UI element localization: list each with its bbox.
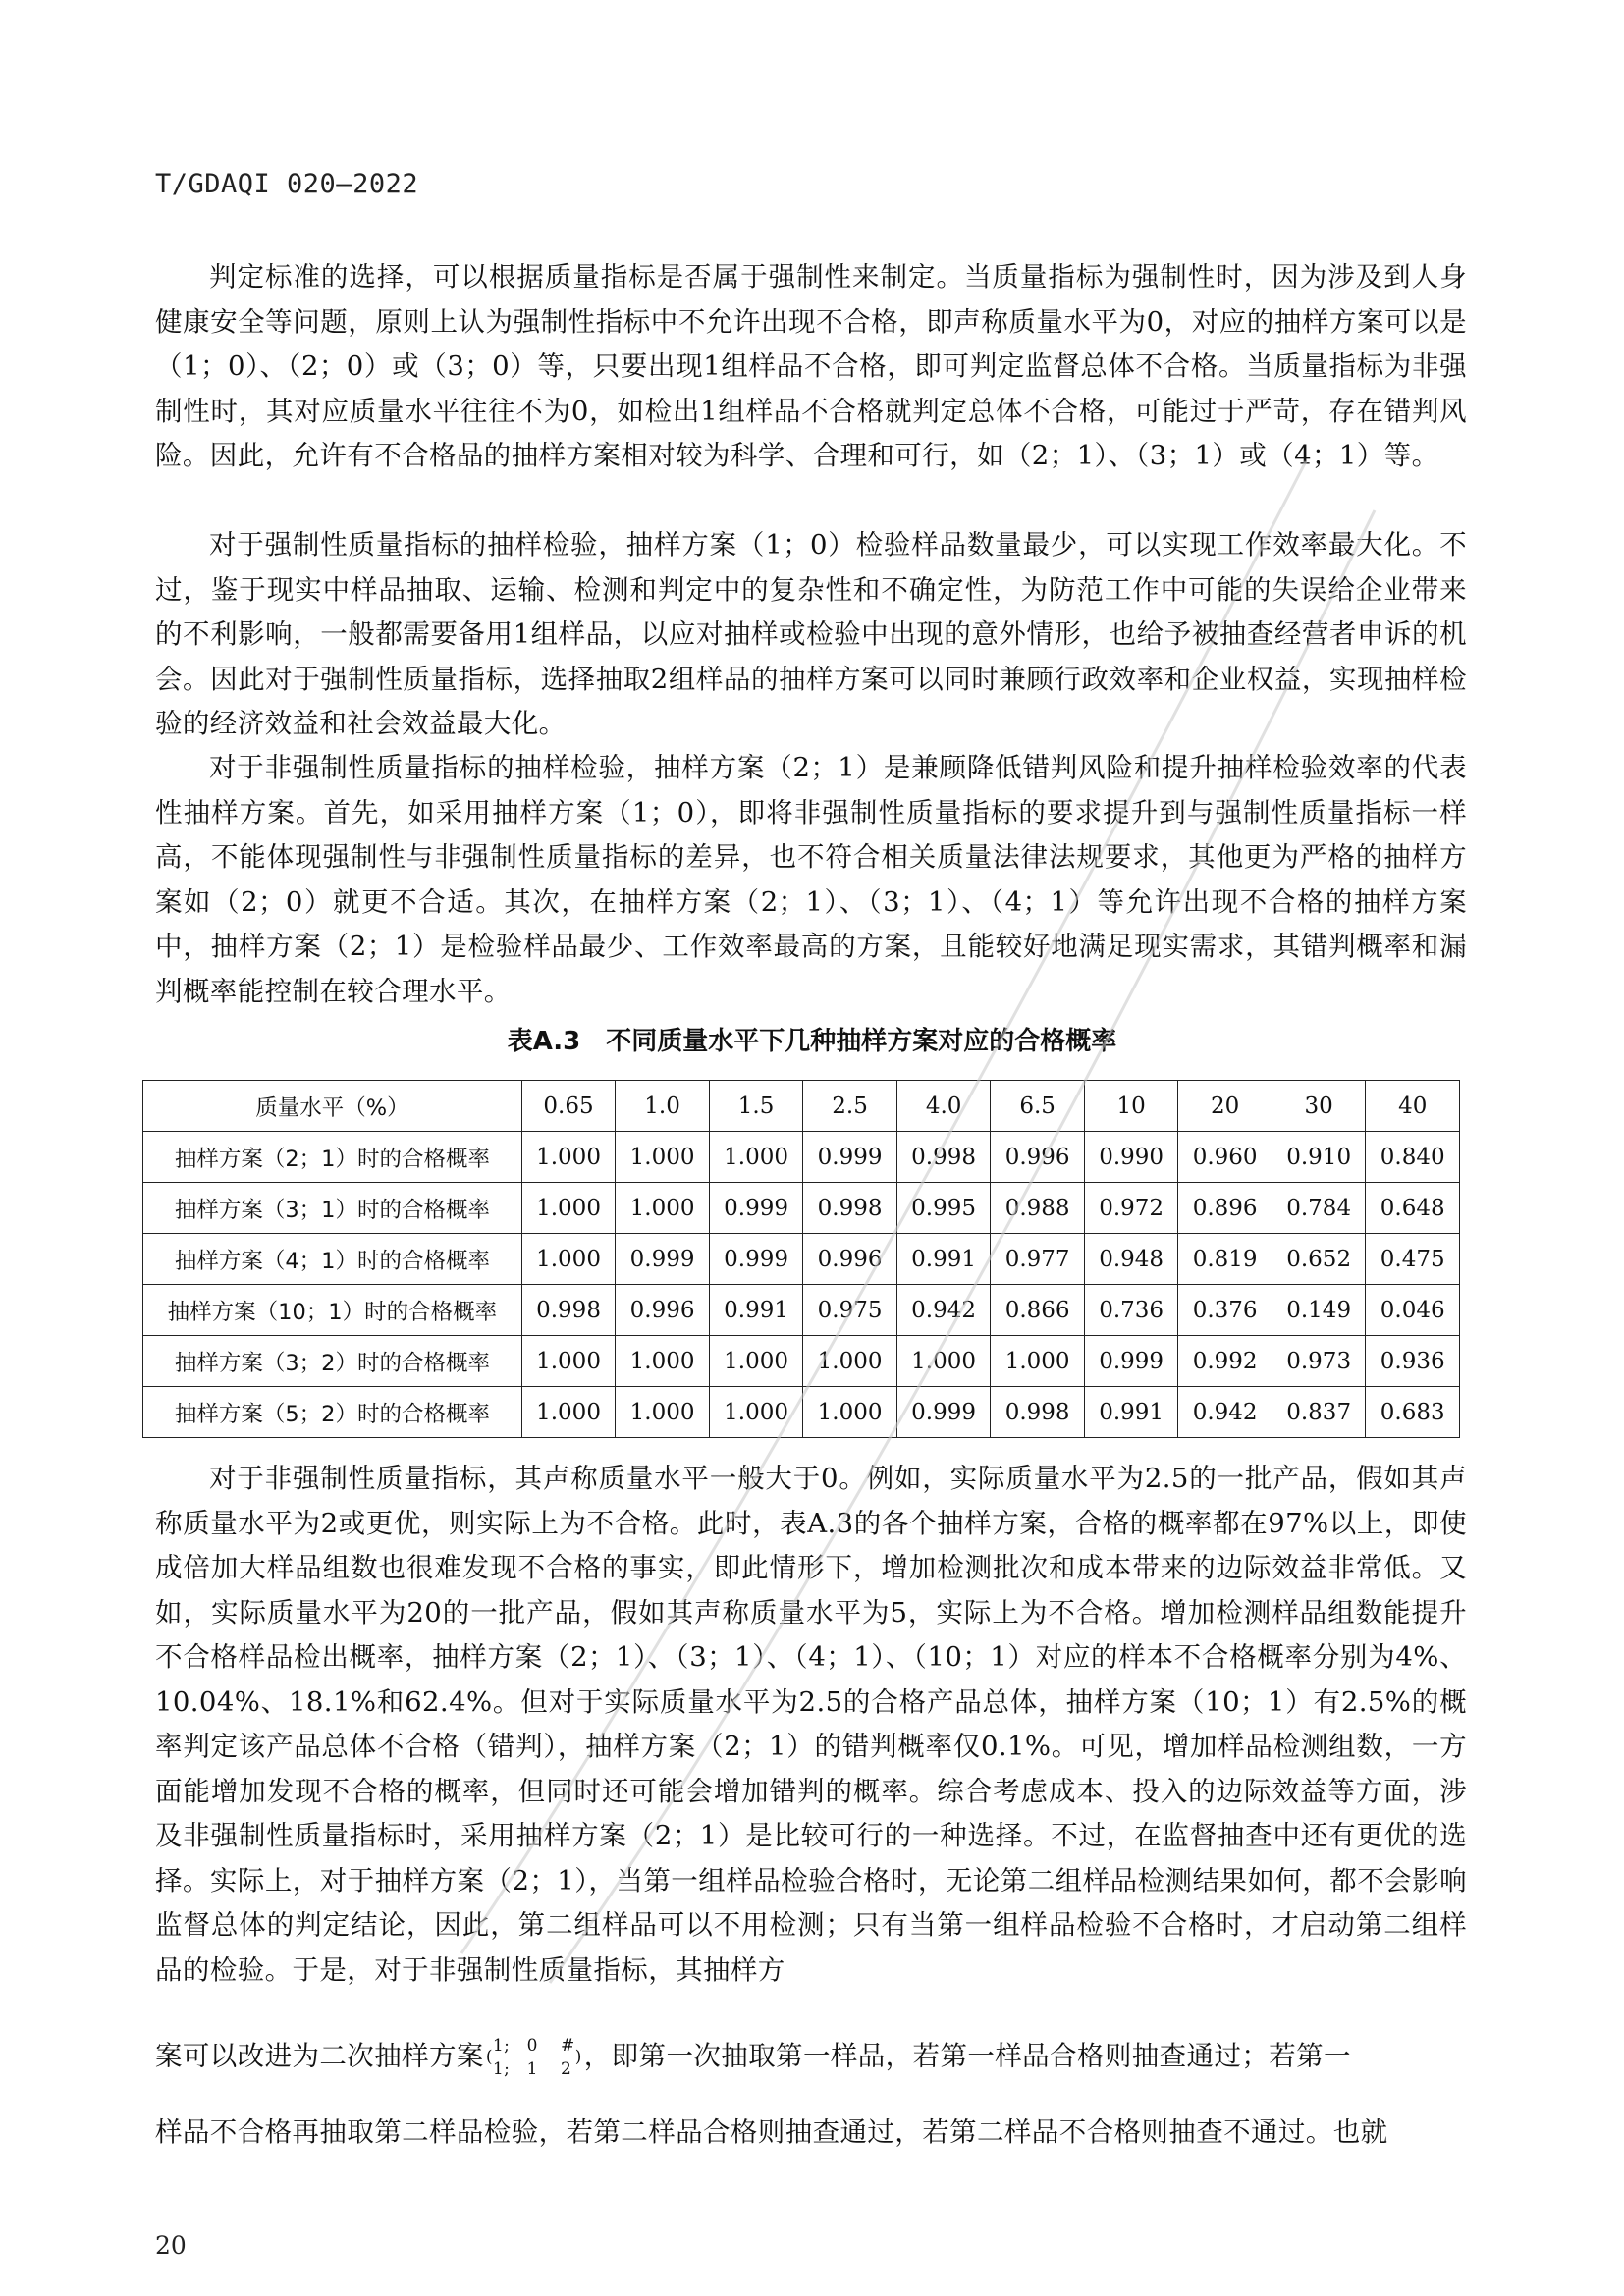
sampling-scheme-formula: ( 1; 0 # 1; 1 2 ) [485, 2036, 582, 2079]
quality-level-header: 40 [1366, 1081, 1460, 1132]
quality-level-header: 20 [1178, 1081, 1272, 1132]
probability-cell: 0.977 [991, 1234, 1085, 1285]
probability-cell: 0.840 [1366, 1132, 1460, 1183]
probability-cell: 0.998 [521, 1285, 616, 1336]
probability-cell: 0.910 [1272, 1132, 1366, 1183]
probability-cell: 0.819 [1178, 1234, 1272, 1285]
probability-cell: 0.998 [803, 1183, 897, 1234]
probability-cell: 0.999 [709, 1183, 803, 1234]
probability-cell: 1.000 [521, 1387, 616, 1438]
probability-cell: 0.991 [709, 1285, 803, 1336]
probability-cell: 0.376 [1178, 1285, 1272, 1336]
probability-cell: 0.992 [1178, 1336, 1272, 1387]
table-row [143, 1336, 1460, 1387]
probability-cell: 0.999 [803, 1132, 897, 1183]
formula-text-before: 案可以改进为二次抽样方案 [155, 2040, 484, 2072]
probability-cell: 0.998 [896, 1132, 991, 1183]
probability-cell: 0.996 [991, 1132, 1085, 1183]
probability-cell: 1.000 [803, 1387, 897, 1438]
paragraph-mandatory-indicators [155, 523, 1467, 747]
probability-cell: 0.736 [1084, 1285, 1178, 1336]
probability-cell: 0.784 [1272, 1183, 1366, 1234]
probability-cell: 1.000 [521, 1234, 616, 1285]
probability-cell: 0.972 [1084, 1183, 1178, 1234]
probability-cell: 0.975 [803, 1285, 897, 1336]
quality-level-header: 1.0 [616, 1081, 710, 1132]
probability-cell: 0.866 [991, 1285, 1085, 1336]
probability-cell: 0.991 [1084, 1387, 1178, 1438]
probability-cell: 0.948 [1084, 1234, 1178, 1285]
probability-cell: 0.998 [991, 1387, 1085, 1438]
acceptance-probability-table [142, 1080, 1460, 1438]
probability-cell: 0.995 [896, 1183, 991, 1234]
sampling-scheme-label: 抽样方案（4；1）时的合格概率 [143, 1234, 522, 1285]
table-row [143, 1183, 1460, 1234]
probability-cell: 1.000 [521, 1183, 616, 1234]
probability-cell: 0.896 [1178, 1183, 1272, 1234]
table-title: 表A.3 不同质量水平下几种抽样方案对应的合格概率 [507, 1027, 1117, 1056]
probability-cell: 0.996 [803, 1234, 897, 1285]
probability-cell: 1.000 [521, 1132, 616, 1183]
probability-cell: 1.000 [616, 1387, 710, 1438]
probability-cell: 0.652 [1272, 1234, 1366, 1285]
probability-cell: 0.475 [1366, 1234, 1460, 1285]
probability-cell: 0.046 [1366, 1285, 1460, 1336]
paragraph-text: 样品不合格再抽取第二样品检验，若第二样品合格则抽查通过，若第二样品不合格则抽查不通过。也就 [155, 2116, 1388, 2148]
probability-cell: 0.942 [1178, 1387, 1272, 1438]
probability-cell: 0.999 [896, 1387, 991, 1438]
probability-cell: 1.000 [991, 1336, 1085, 1387]
probability-cell: 1.000 [616, 1132, 710, 1183]
paragraph-text: 判定标准的选择，可以根据质量指标是否属于强制性来制定。当质量指标为强制性时，因为涉及到人身健康安全等问题，原则上认为强制性指标中不允许出现不合格，即声称质量水平为0，对应的抽样方案可以是（1；0）、（2；0）或（3；0）等，只要出现1组样品不合格，即可判定监督总体不合格。当质量指标为非强制性时，其对应质量水平往往不为0，如检出1组样品不合格就判定总体不合格，可能过于严苛，存在错判风险。因此，允许有不合格品的抽样方案相对较为科学、合理和可行，如（2；1）、（3；1）或（4；1）等。 [155, 261, 1467, 471]
quality-level-header: 4.0 [896, 1081, 991, 1132]
quality-level-header: 2.5 [803, 1081, 897, 1132]
paragraph-judgment-criteria [155, 255, 1467, 479]
table-row [143, 1285, 1460, 1336]
probability-cell: 0.996 [616, 1285, 710, 1336]
paragraph-continuation [155, 2110, 1467, 2156]
probability-cell: 1.000 [521, 1336, 616, 1387]
paragraph-text: 对于非强制性质量指标，其声称质量水平一般大于0。例如，实际质量水平为2.5的一批产品，假如其声称质量水平为2或更优，则实际上为不合格。此时，表A.3的各个抽样方案，合格的概率都在97%以上，即使成倍加大样品组数也很难发现不合格的事实，即此情形下，增加检测批次和成本带来的边际效益非常低。又如，实际质量水平为20的一批产品，假如其声称质量水平为5，实际上为不合格。增加检测样品组数能提升不合格样品检出概率，抽样方案（2；1）、（3；1）、（4；1）、（10；1）对应的样本不合格概率分别为4%、10.04%、18.1%和62.4%。但对于实际质量水平为2.5的合格产品总体，抽样方案（10；1）有2.5%的概率判定该产品总体不合格（错判），抽样方案（2；1）的错判概率仅0.1%。可见，增加样品检测组数，一方面能增加发现不合格的概率，但同时还可能会增加错判的概率。综合考虑成本、投入的边际效益等方面，涉及非强制性质量指标时，采用抽样方案（2；1）是比较可行的一种选择。不过，在监督抽查中还有更优的选择。实际上，对于抽样方案（2；1），当第一组样品检验合格时，无论第二组样品检测结果如何，都不会影响监督总体的判定结论，因此，第二组样品可以不用检测；只有当第一组样品检验不合格时，才启动第二组样品的检验。于是，对于非强制性质量指标，其抽样方 [155, 1463, 1467, 1986]
sampling-scheme-label: 抽样方案（2；1）时的合格概率 [143, 1132, 522, 1183]
table-row [143, 1234, 1460, 1285]
paragraph-analysis [155, 1457, 1467, 1993]
paragraph-non-mandatory-indicators [155, 746, 1467, 1014]
formula-text-after: ，即第一次抽取第一样品，若第一样品合格则抽查通过；若第一 [583, 2040, 1351, 2072]
formula-line [155, 2034, 1467, 2081]
probability-cell: 1.000 [616, 1183, 710, 1234]
paragraph-text: 对于强制性质量指标的抽样检验，抽样方案（1；0）检验样品数量最少，可以实现工作效率最大化。不过，鉴于现实中样品抽取、运输、检测和判定中的复杂性和不确定性，为防范工作中可能的失误给企业带来的不利影响，一般都需要备用1组样品，以应对抽样或检验中出现的意外情形，也给予被抽查经营者申诉的机会。因此对于强制性质量指标，选择抽取2组样品的抽样方案可以同时兼顾行政效率和企业权益，实现抽样检验的经济效益和社会效益最大化。 [155, 529, 1467, 739]
probability-cell: 0.973 [1272, 1336, 1366, 1387]
paragraph-text: 对于非强制性质量指标的抽样检验，抽样方案（2；1）是兼顾降低错判风险和提升抽样检验效率的代表性抽样方案。首先，如采用抽样方案（1；0），即将非强制性质量指标的要求提升到与强制性质量指标一样高，不能体现强制性与非强制性质量指标的差异，也不符合相关质量法律法规要求，其他更为严格的抽样方案如（2；0）就更不合适。其次，在抽样方案（2；1）、（3；1）、（4；1）等允许出现不合格的抽样方案中，抽样方案（2；1）是检验样品最少、工作效率最高的方案，且能较好地满足现实需求，其错判概率和漏判概率能控制在较合理水平。 [155, 752, 1467, 1007]
probability-cell: 0.999 [616, 1234, 710, 1285]
probability-cell: 0.942 [896, 1285, 991, 1336]
quality-level-header: 10 [1084, 1081, 1178, 1132]
probability-cell: 0.683 [1366, 1387, 1460, 1438]
probability-cell: 1.000 [616, 1336, 710, 1387]
paragraph-double-sampling-formula [155, 2034, 1467, 2081]
table-row [143, 1132, 1460, 1183]
probability-cell: 0.936 [1366, 1336, 1460, 1387]
probability-cell: 0.149 [1272, 1285, 1366, 1336]
probability-cell: 0.648 [1366, 1183, 1460, 1234]
table-header-row [143, 1081, 1460, 1132]
sampling-scheme-label: 抽样方案（10；1）时的合格概率 [143, 1285, 522, 1336]
probability-cell: 1.000 [803, 1336, 897, 1387]
formula-top-row: 1; 0 # [492, 2036, 575, 2056]
quality-level-header: 30 [1272, 1081, 1366, 1132]
formula-bottom-row: 1; 1 2 [492, 2059, 572, 2079]
page-number: 20 [155, 2231, 187, 2260]
probability-cell: 0.990 [1084, 1132, 1178, 1183]
standard-code-header: T/GDAQI 020—2022 [155, 169, 419, 199]
probability-cell: 1.000 [709, 1132, 803, 1183]
sampling-scheme-label: 抽样方案（3；2）时的合格概率 [143, 1336, 522, 1387]
probability-cell: 0.837 [1272, 1387, 1366, 1438]
quality-level-header: 6.5 [991, 1081, 1085, 1132]
probability-cell: 1.000 [709, 1336, 803, 1387]
table-header-label: 质量水平（%） [143, 1081, 522, 1132]
probability-cell: 0.999 [1084, 1336, 1178, 1387]
quality-level-header: 0.65 [521, 1081, 616, 1132]
probability-cell: 1.000 [896, 1336, 991, 1387]
sampling-scheme-label: 抽样方案（5；2）时的合格概率 [143, 1387, 522, 1438]
probability-cell: 1.000 [709, 1387, 803, 1438]
quality-level-header: 1.5 [709, 1081, 803, 1132]
probability-cell: 0.988 [991, 1183, 1085, 1234]
probability-cell: 0.960 [1178, 1132, 1272, 1183]
probability-cell: 0.999 [709, 1234, 803, 1285]
sampling-scheme-label: 抽样方案（3；1）时的合格概率 [143, 1183, 522, 1234]
table-row [143, 1387, 1460, 1438]
probability-cell: 0.991 [896, 1234, 991, 1285]
